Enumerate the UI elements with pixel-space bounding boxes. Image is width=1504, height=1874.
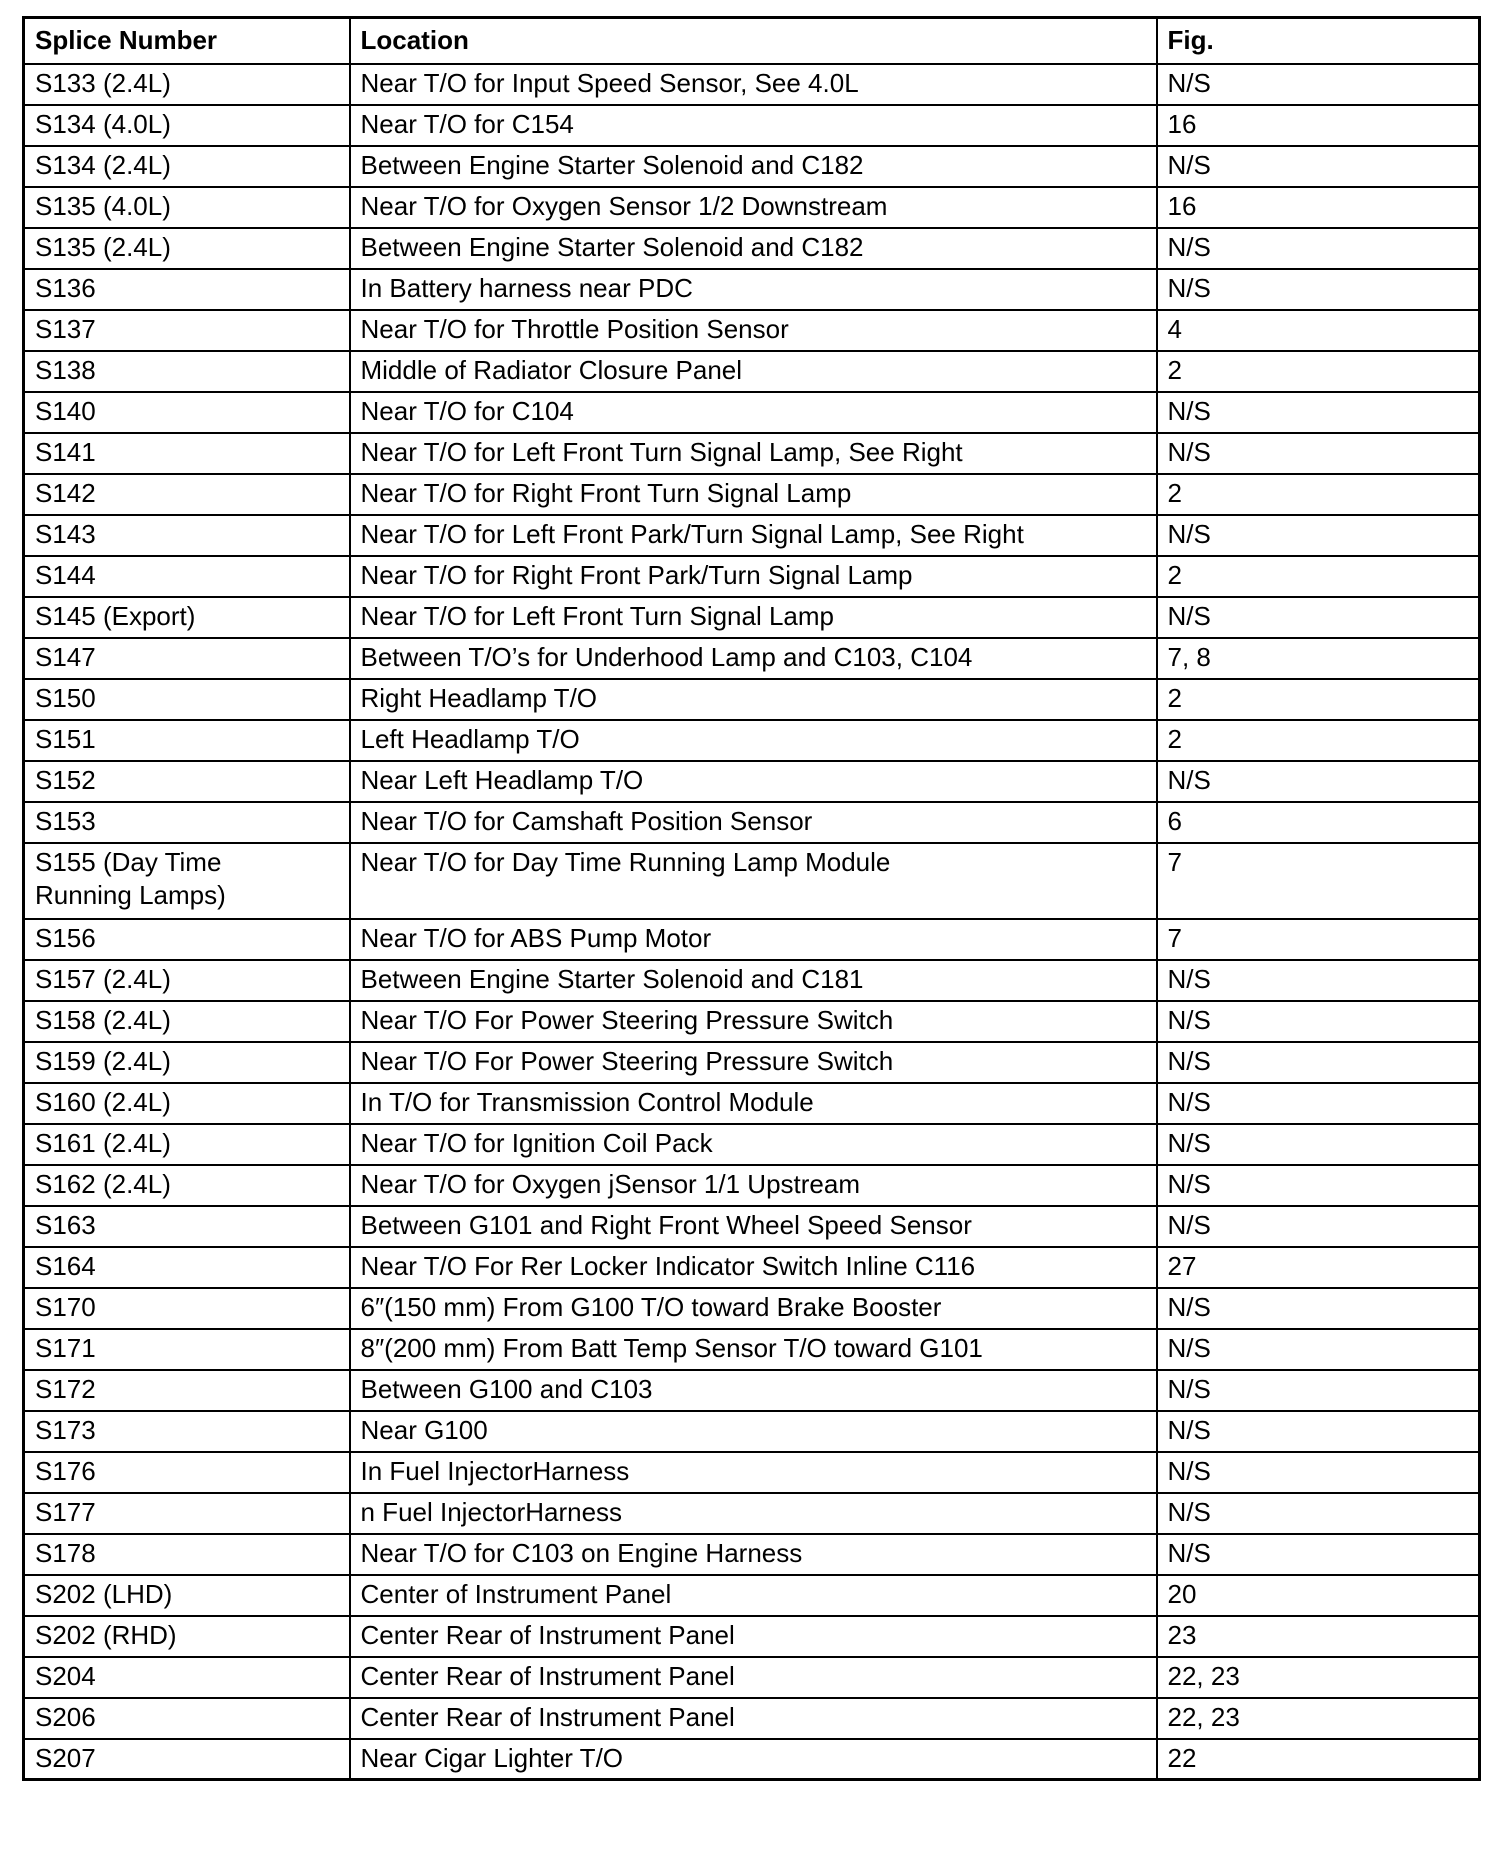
cell-location: Near T/O for ABS Pump Motor (350, 919, 1157, 960)
table-row (24, 1411, 1480, 1452)
cell-location: Near T/O for C103 on Engine Harness (350, 1534, 1157, 1575)
cell-fig: N/S (1157, 1370, 1480, 1411)
table-row (24, 1329, 1480, 1370)
table-row (24, 679, 1480, 720)
cell-fig: 6 (1157, 802, 1480, 843)
cell-splice-number: S204 (24, 1657, 350, 1698)
cell-splice-number: S143 (24, 515, 350, 556)
cell-fig: 2 (1157, 556, 1480, 597)
table-body (24, 64, 1480, 1780)
cell-location: Near T/O for Oxygen Sensor 1/2 Downstream (350, 187, 1157, 228)
cell-fig: N/S (1157, 64, 1480, 105)
cell-fig: N/S (1157, 146, 1480, 187)
table-row (24, 310, 1480, 351)
cell-location: Between G100 and C103 (350, 1370, 1157, 1411)
table-row (24, 433, 1480, 474)
table-row (24, 1288, 1480, 1329)
cell-splice-number: S202 (LHD) (24, 1575, 350, 1616)
cell-splice-number: S150 (24, 679, 350, 720)
table-row (24, 64, 1480, 105)
cell-fig: N/S (1157, 433, 1480, 474)
table-row (24, 228, 1480, 269)
cell-fig: 7 (1157, 919, 1480, 960)
cell-location: Near T/O for Ignition Coil Pack (350, 1124, 1157, 1165)
cell-fig: 22, 23 (1157, 1657, 1480, 1698)
cell-splice-number: S145 (Export) (24, 597, 350, 638)
table-row (24, 187, 1480, 228)
table-row (24, 1739, 1480, 1780)
cell-fig: N/S (1157, 761, 1480, 802)
table-row (24, 802, 1480, 843)
cell-splice-number: S140 (24, 392, 350, 433)
cell-fig: N/S (1157, 228, 1480, 269)
cell-fig: 23 (1157, 1616, 1480, 1657)
cell-fig: N/S (1157, 1329, 1480, 1370)
cell-location: Between G101 and Right Front Wheel Speed Sensor (350, 1206, 1157, 1247)
table-row (24, 1657, 1480, 1698)
cell-location: In Fuel InjectorHarness (350, 1452, 1157, 1493)
cell-fig: 7, 8 (1157, 638, 1480, 679)
cell-splice-number: S177 (24, 1493, 350, 1534)
cell-splice-number: S155 (Day Time Running Lamps) (24, 843, 350, 919)
cell-location: Near Cigar Lighter T/O (350, 1739, 1157, 1780)
cell-splice-number: S161 (2.4L) (24, 1124, 350, 1165)
cell-fig: N/S (1157, 1411, 1480, 1452)
cell-fig: N/S (1157, 1165, 1480, 1206)
cell-location: Center of Instrument Panel (350, 1575, 1157, 1616)
cell-splice-number: S133 (2.4L) (24, 64, 350, 105)
table-row (24, 638, 1480, 679)
cell-splice-number: S162 (2.4L) (24, 1165, 350, 1206)
cell-location: Near T/O for Throttle Position Sensor (350, 310, 1157, 351)
cell-location: Right Headlamp T/O (350, 679, 1157, 720)
cell-splice-number: S138 (24, 351, 350, 392)
cell-location: Center Rear of Instrument Panel (350, 1616, 1157, 1657)
cell-splice-number: S164 (24, 1247, 350, 1288)
cell-location: Near T/O for Oxygen jSensor 1/1 Upstream (350, 1165, 1157, 1206)
cell-location: Center Rear of Instrument Panel (350, 1698, 1157, 1739)
table-row (24, 919, 1480, 960)
cell-splice-number: S173 (24, 1411, 350, 1452)
table-row (24, 1698, 1480, 1739)
cell-location: Near T/O for Day Time Running Lamp Module (350, 843, 1157, 919)
table-row (24, 1452, 1480, 1493)
table-row (24, 1165, 1480, 1206)
cell-fig: 20 (1157, 1575, 1480, 1616)
cell-splice-number: S151 (24, 720, 350, 761)
cell-location: 6″(150 mm) From G100 T/O toward Brake Booster (350, 1288, 1157, 1329)
table-row (24, 1534, 1480, 1575)
table-row (24, 960, 1480, 1001)
cell-fig: N/S (1157, 1206, 1480, 1247)
cell-splice-number: S207 (24, 1739, 350, 1780)
cell-location: Between Engine Starter Solenoid and C182 (350, 228, 1157, 269)
table-row (24, 146, 1480, 187)
cell-location: Near T/O For Power Steering Pressure Switch (350, 1001, 1157, 1042)
header-fig: Fig. (1157, 18, 1480, 64)
cell-fig: N/S (1157, 1452, 1480, 1493)
cell-splice-number: S159 (2.4L) (24, 1042, 350, 1083)
table-row (24, 720, 1480, 761)
cell-splice-number: S137 (24, 310, 350, 351)
cell-splice-number: S135 (2.4L) (24, 228, 350, 269)
cell-fig: 2 (1157, 351, 1480, 392)
cell-location: Near G100 (350, 1411, 1157, 1452)
cell-location: n Fuel InjectorHarness (350, 1493, 1157, 1534)
cell-location: Center Rear of Instrument Panel (350, 1657, 1157, 1698)
cell-fig: N/S (1157, 597, 1480, 638)
table-row (24, 1206, 1480, 1247)
cell-splice-number: S157 (2.4L) (24, 960, 350, 1001)
table-row (24, 474, 1480, 515)
table-row (24, 105, 1480, 146)
table-row (24, 556, 1480, 597)
header-row (24, 18, 1480, 64)
cell-fig: N/S (1157, 960, 1480, 1001)
table-row (24, 761, 1480, 802)
cell-fig: 16 (1157, 187, 1480, 228)
cell-fig: N/S (1157, 1534, 1480, 1575)
cell-fig: N/S (1157, 1493, 1480, 1534)
cell-fig: 27 (1157, 1247, 1480, 1288)
cell-splice-number: S144 (24, 556, 350, 597)
cell-splice-number: S158 (2.4L) (24, 1001, 350, 1042)
cell-splice-number: S176 (24, 1452, 350, 1493)
cell-location: Middle of Radiator Closure Panel (350, 351, 1157, 392)
table-row (24, 1083, 1480, 1124)
cell-splice-number: S160 (2.4L) (24, 1083, 350, 1124)
cell-location: Near T/O for Right Front Turn Signal Lamp (350, 474, 1157, 515)
cell-location: Near T/O for Input Speed Sensor, See 4.0L (350, 64, 1157, 105)
cell-location: Near T/O For Rer Locker Indicator Switch Inline C116 (350, 1247, 1157, 1288)
header-splice-number: Splice Number (24, 18, 350, 64)
table-row (24, 843, 1480, 919)
cell-location: In Battery harness near PDC (350, 269, 1157, 310)
table-row (24, 597, 1480, 638)
cell-fig: 7 (1157, 843, 1480, 919)
cell-splice-number: S171 (24, 1329, 350, 1370)
cell-fig: 22 (1157, 1739, 1480, 1780)
cell-splice-number: S156 (24, 919, 350, 960)
cell-location: Between Engine Starter Solenoid and C181 (350, 960, 1157, 1001)
cell-splice-number: S152 (24, 761, 350, 802)
cell-fig: N/S (1157, 1083, 1480, 1124)
cell-fig: N/S (1157, 1001, 1480, 1042)
cell-splice-number: S141 (24, 433, 350, 474)
cell-location: Near T/O for Left Front Turn Signal Lamp (350, 597, 1157, 638)
cell-splice-number: S147 (24, 638, 350, 679)
cell-fig: N/S (1157, 1042, 1480, 1083)
table-row (24, 392, 1480, 433)
table-row (24, 1616, 1480, 1657)
cell-splice-number: S134 (2.4L) (24, 146, 350, 187)
cell-splice-number: S178 (24, 1534, 350, 1575)
table-row (24, 515, 1480, 556)
splice-location-table (22, 16, 1481, 1781)
cell-location: Between Engine Starter Solenoid and C182 (350, 146, 1157, 187)
cell-splice-number: S163 (24, 1206, 350, 1247)
cell-splice-number: S153 (24, 802, 350, 843)
cell-splice-number: S172 (24, 1370, 350, 1411)
cell-fig: 4 (1157, 310, 1480, 351)
table-row (24, 1370, 1480, 1411)
cell-splice-number: S206 (24, 1698, 350, 1739)
table-header (24, 18, 1480, 64)
cell-splice-number: S136 (24, 269, 350, 310)
cell-location: Near Left Headlamp T/O (350, 761, 1157, 802)
cell-location: 8″(200 mm) From Batt Temp Sensor T/O toward G101 (350, 1329, 1157, 1370)
cell-location: Near T/O for Left Front Turn Signal Lamp, See Right (350, 433, 1157, 474)
cell-location: In T/O for Transmission Control Module (350, 1083, 1157, 1124)
table-row (24, 1042, 1480, 1083)
cell-location: Near T/O For Power Steering Pressure Switch (350, 1042, 1157, 1083)
table-row (24, 269, 1480, 310)
cell-fig: 2 (1157, 679, 1480, 720)
cell-location: Near T/O for C104 (350, 392, 1157, 433)
cell-splice-number: S142 (24, 474, 350, 515)
table-row (24, 1575, 1480, 1616)
cell-location: Between T/O’s for Underhood Lamp and C103, C104 (350, 638, 1157, 679)
cell-fig: 2 (1157, 720, 1480, 761)
cell-location: Left Headlamp T/O (350, 720, 1157, 761)
header-location: Location (350, 18, 1157, 64)
table-row (24, 1493, 1480, 1534)
cell-fig: N/S (1157, 392, 1480, 433)
table-row (24, 1001, 1480, 1042)
table-row (24, 1124, 1480, 1165)
cell-fig: N/S (1157, 269, 1480, 310)
splice-table-container (22, 16, 1478, 1781)
cell-splice-number: S134 (4.0L) (24, 105, 350, 146)
table-row (24, 1247, 1480, 1288)
cell-splice-number: S202 (RHD) (24, 1616, 350, 1657)
cell-location: Near T/O for C154 (350, 105, 1157, 146)
cell-location: Near T/O for Camshaft Position Sensor (350, 802, 1157, 843)
cell-splice-number: S135 (4.0L) (24, 187, 350, 228)
table-row (24, 351, 1480, 392)
cell-location: Near T/O for Right Front Park/Turn Signal Lamp (350, 556, 1157, 597)
cell-fig: 22, 23 (1157, 1698, 1480, 1739)
cell-fig: N/S (1157, 1288, 1480, 1329)
cell-fig: N/S (1157, 1124, 1480, 1165)
cell-fig: N/S (1157, 515, 1480, 556)
cell-fig: 2 (1157, 474, 1480, 515)
cell-location: Near T/O for Left Front Park/Turn Signal Lamp, See Right (350, 515, 1157, 556)
cell-fig: 16 (1157, 105, 1480, 146)
cell-splice-number: S170 (24, 1288, 350, 1329)
